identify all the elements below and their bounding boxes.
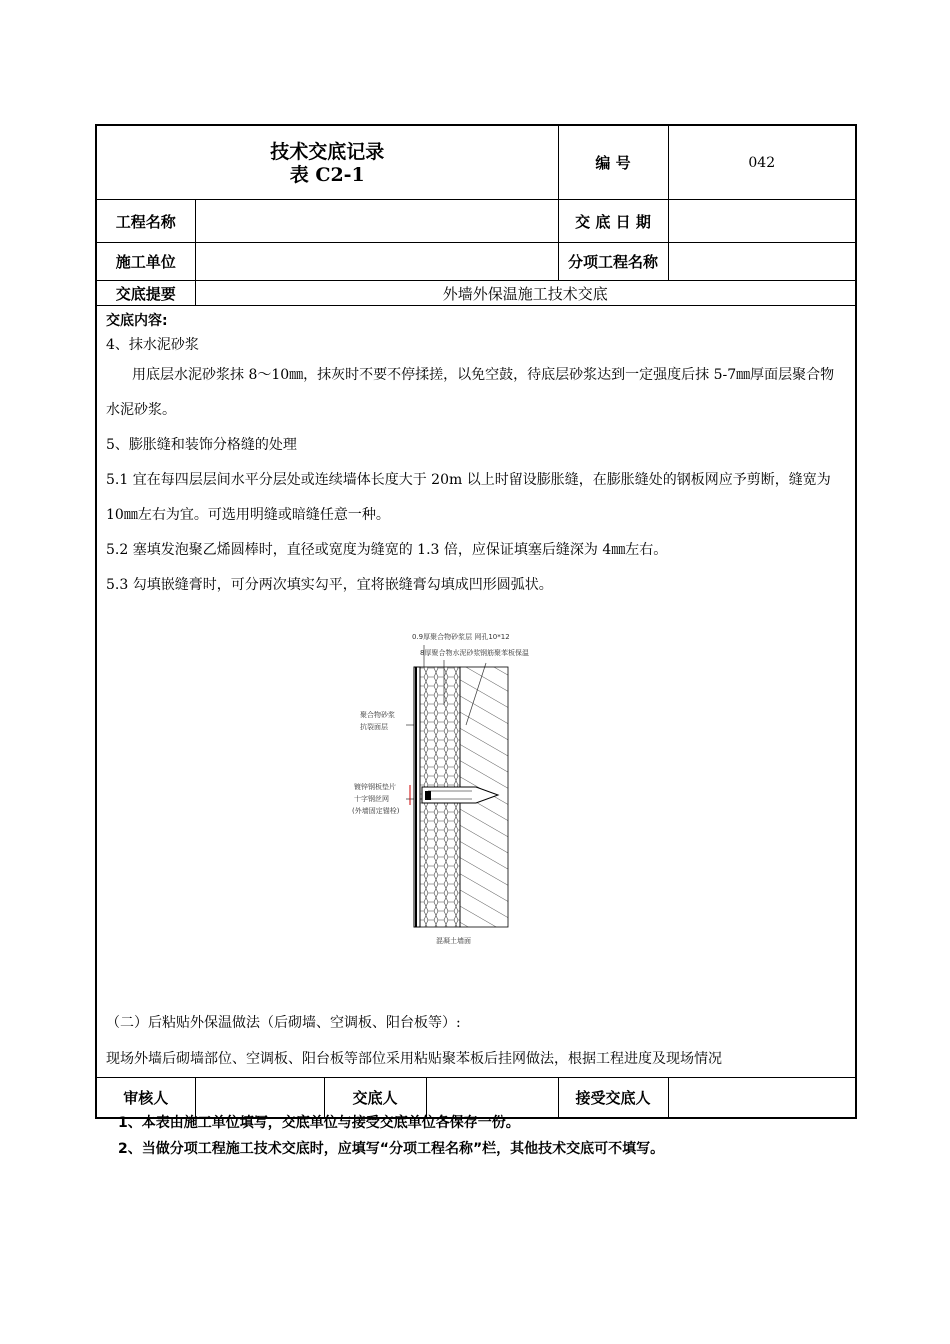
form-table (95, 124, 857, 1119)
unit-label: 施工单位 (96, 243, 195, 281)
content-body (97, 306, 855, 1077)
section-5-title: 5、膨胀缝和装饰分格缝的处理 (106, 437, 297, 453)
number-value[interactable]: 042 (668, 125, 856, 200)
form-title: 技术交底记录 (270, 140, 385, 163)
insulation-diagram (106, 605, 847, 1005)
section-4-title: 4、抹水泥砂浆 (106, 337, 199, 353)
discloser-label: 交底人 (324, 1078, 426, 1118)
section-2-text: 现场外墙后砌墙部位、空调板、阳台板等部位采用粘贴聚苯板后挂网做法，根据工程进度及现场情况 (106, 1051, 722, 1067)
diagram-label-mesh: 0.9厚聚合物砂浆层 网孔10*12 (412, 633, 510, 641)
diagram-label-bottom: 混凝土墙面 (436, 937, 471, 945)
content-cell (96, 306, 856, 1078)
section-5-2: 5.2 塞填发泡聚乙烯圆棒时，直径或宽度为缝宽的 1.3 倍，应保证填塞后缝深为 4㎜左右。 (106, 542, 668, 558)
section-5-1: 5.1 宜在每四层层间水平分层处或连续墙体长度大于 20m 以上时留设膨胀缝，在膨胀缝处的钢板网应予剪断，缝宽为 10㎜左右为宜。可选用明缝或暗缝任意一种。 (106, 472, 831, 523)
note-2: 2、当做分项工程施工技术交底时，应填写“分项工程名称”栏，其他技术交底可不填写。 (118, 1141, 665, 1157)
content-tail (106, 1005, 847, 1077)
unit-field[interactable] (195, 243, 558, 281)
sub-project-label: 分项工程名称 (558, 243, 668, 281)
number-label: 编 号 (558, 125, 668, 200)
section-5-3: 5.3 勾填嵌缝膏时，可分两次填实勾平，宜将嵌缝膏勾填成凹形圆弧状。 (106, 577, 553, 593)
form-title-cell (96, 125, 558, 200)
note-1: 1、本表由施工单位填写，交底单位与接受交底单位各保存一份。 (118, 1115, 520, 1131)
diagram-label-left5: (外墙固定锚栓) (352, 807, 400, 815)
summary-label: 交底提要 (96, 281, 195, 306)
section-2-title: （二）后粘贴外保温做法（后砌墙、空调板、阳台板等）: (106, 1015, 461, 1031)
section-4-text: 用底层水泥砂浆抹 8～10㎜，抹灰时不要不停揉搓，以免空鼓，待底层砂浆达到一定强度后抹 5-7㎜厚面层聚合物水泥砂浆。 (106, 367, 835, 418)
form-notes (118, 1110, 664, 1162)
sub-project-field[interactable] (668, 243, 856, 281)
diagram-label-left3: 镀锌钢板垫片 (354, 783, 396, 791)
diagram-label-board: 钢筋聚苯板保温 (480, 649, 529, 657)
diagram-label-left4: 十字钢丝网 (354, 795, 389, 803)
project-name-label: 工程名称 (96, 200, 195, 243)
disclosure-form (95, 124, 855, 1119)
diagram-label-left2: 抗裂面层 (360, 723, 388, 731)
receiver-label: 接受交底人 (558, 1078, 668, 1118)
receiver-field[interactable] (668, 1078, 856, 1118)
form-code: 表 C2-1 (289, 163, 365, 186)
diagram-label-mortar: 8厚聚合物水泥砂浆 (420, 649, 481, 657)
diagram-label-left1: 聚合物砂浆 (360, 711, 395, 719)
date-field[interactable] (668, 200, 856, 243)
wall-section-drawing (106, 605, 848, 1005)
summary-field[interactable]: 外墙外保温施工技术交底 (195, 281, 856, 306)
content-heading: 交底内容: (106, 313, 168, 329)
project-name-field[interactable] (195, 200, 558, 243)
reviewer-label: 审核人 (96, 1078, 195, 1118)
date-label: 交 底 日 期 (558, 200, 668, 243)
